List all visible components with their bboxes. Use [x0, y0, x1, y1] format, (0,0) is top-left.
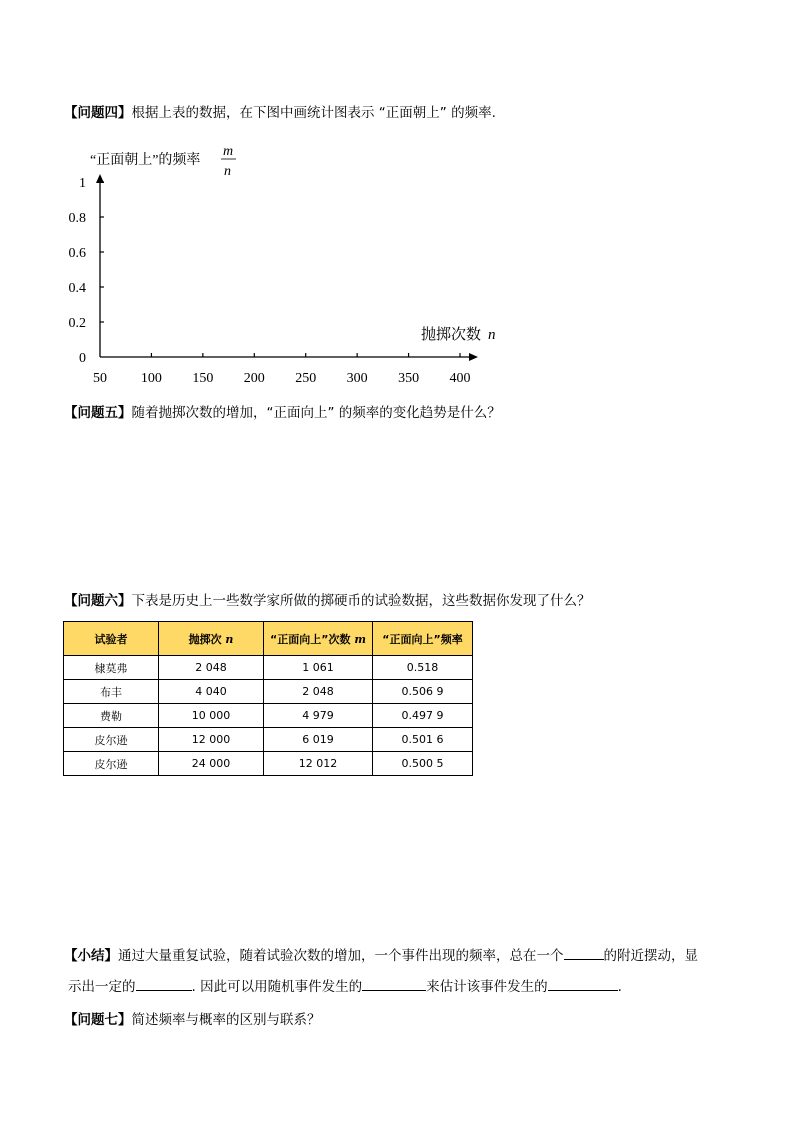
chart-xlabel: 抛掷次数 — [421, 327, 482, 343]
cell-experimenter: 皮尔逊 — [64, 728, 159, 752]
chart-ylabel: “正面朝上”的频率 — [90, 153, 201, 168]
chart-y-tick-label: 0.4 — [68, 281, 86, 296]
chart-x-tick-label: 350 — [398, 371, 420, 386]
question-5 — [64, 403, 501, 423]
chart-x-tick-label: 100 — [140, 371, 162, 386]
summary-blank-4[interactable] — [548, 976, 618, 991]
summary-text-2: 的附近摆动，显 — [603, 948, 698, 964]
cell-heads-frequency: 0.497 9 — [373, 704, 473, 728]
cell-experimenter: 皮尔逊 — [64, 752, 159, 776]
summary-line-1 — [64, 945, 698, 966]
frequency-chart — [60, 140, 520, 395]
cell-tosses: 10 000 — [159, 704, 264, 728]
question-7 — [64, 1010, 321, 1030]
cell-experimenter: 布丰 — [64, 680, 159, 704]
cell-heads-count: 2 048 — [264, 680, 373, 704]
summary-text-5: 来估计该事件发生的 — [426, 979, 548, 995]
question-7-label: 【问题七】 — [64, 1012, 132, 1028]
table-row — [64, 728, 473, 752]
coin-toss-table — [63, 621, 473, 776]
chart-x-tick-label: 50 — [93, 371, 107, 386]
cell-heads-frequency: 0.518 — [373, 656, 473, 680]
chart-x-tick-label: 300 — [346, 371, 368, 386]
summary-text-3: 示出一定的 — [68, 979, 136, 995]
summary-blank-2[interactable] — [136, 976, 192, 991]
question-6-text: 下表是历史上一些数学家所做的掷硬币的试验数据，这些数据你发现了什么？ — [131, 593, 591, 609]
chart-ylabel-denominator: n — [224, 164, 231, 179]
cell-heads-count: 4 979 — [264, 704, 373, 728]
cell-heads-frequency: 0.506 9 — [373, 680, 473, 704]
cell-tosses: 4 040 — [159, 680, 264, 704]
chart-x-tick-label: 150 — [192, 371, 214, 386]
cell-experimenter: 费勒 — [64, 704, 159, 728]
chart-y-tick-label: 1 — [79, 176, 86, 191]
cell-heads-frequency: 0.500 5 — [373, 752, 473, 776]
table-row — [64, 704, 473, 728]
table-row — [64, 680, 473, 704]
question-5-text: 随着抛掷次数的增加，“正面向上” 的频率的变化趋势是什么？ — [131, 405, 501, 421]
chart-y-tick-label: 0 — [79, 351, 86, 366]
header-heads-frequency: “正面向上”频率 — [373, 622, 473, 656]
cell-tosses: 2 048 — [159, 656, 264, 680]
cell-heads-count: 1 061 — [264, 656, 373, 680]
cell-heads-count: 6 019 — [264, 728, 373, 752]
chart-y-tick-label: 0.6 — [68, 246, 86, 261]
chart-ylabel-numerator: m — [223, 144, 234, 159]
question-5-label: 【问题五】 — [64, 405, 132, 421]
question-4-text: 根据上表的数据，在下图中画统计图表示 “正面朝上” 的频率. — [131, 105, 496, 121]
chart-x-tick-label: 250 — [295, 371, 317, 386]
cell-experimenter: 棣莫弗 — [64, 656, 159, 680]
summary-text-4: . 因此可以用随机事件发生的 — [191, 979, 363, 995]
cell-heads-frequency: 0.501 6 — [373, 728, 473, 752]
cell-heads-count: 12 012 — [264, 752, 373, 776]
table-row — [64, 752, 473, 776]
header-experimenter: 试验者 — [64, 622, 159, 656]
chart-y-tick-label: 0.2 — [68, 316, 86, 331]
chart-x-axis-arrow — [469, 353, 478, 361]
chart-x-tick-label: 200 — [243, 371, 265, 386]
question-4 — [64, 103, 496, 123]
header-heads-count: “正面向上”次数 m — [264, 622, 373, 656]
summary-text-6: . — [617, 979, 622, 995]
question-6-label: 【问题六】 — [64, 593, 132, 609]
summary-text-1: 通过大量重复试验，随着试验次数的增加，一个事件出现的频率，总在一个 — [118, 948, 564, 964]
chart-x-tick-label: 400 — [449, 371, 471, 386]
summary-label: 【小结】 — [64, 948, 118, 964]
cell-tosses: 12 000 — [159, 728, 264, 752]
question-7-text: 简述频率与概率的区别与联系？ — [131, 1012, 321, 1028]
question-4-label: 【问题四】 — [64, 105, 132, 121]
table-header-row — [64, 622, 473, 656]
chart-xlabel-var: n — [488, 327, 496, 343]
table-row — [64, 656, 473, 680]
summary-blank-1[interactable] — [564, 945, 604, 960]
cell-tosses: 24 000 — [159, 752, 264, 776]
summary-line-2 — [68, 976, 622, 997]
summary-blank-3[interactable] — [362, 976, 426, 991]
header-tosses: 抛掷次 n — [159, 622, 264, 656]
chart-y-tick-label: 0.8 — [68, 211, 86, 226]
question-6 — [64, 591, 591, 611]
